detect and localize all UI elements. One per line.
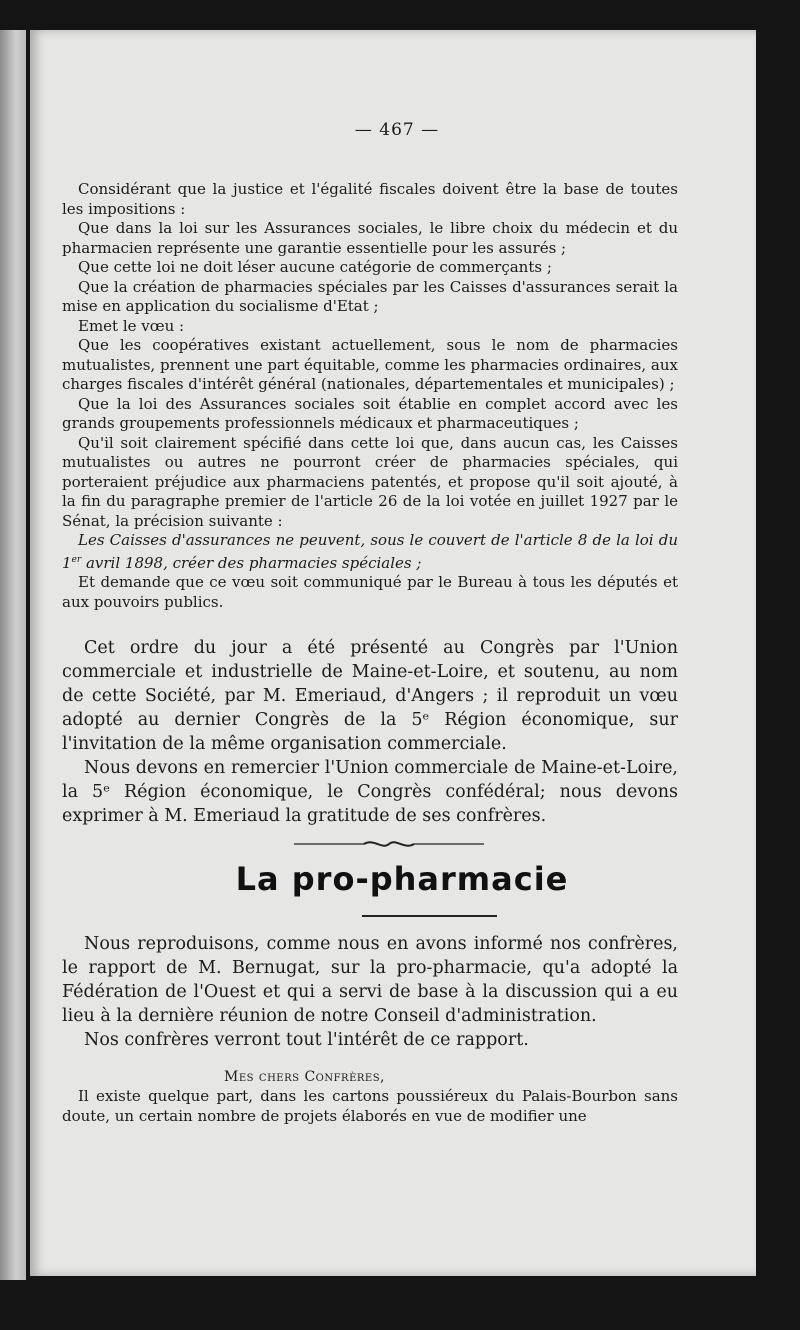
intro-text [62,932,678,1052]
page-number: — 467 — [354,120,440,140]
book-page [30,30,756,1276]
proposed-clause [62,531,678,573]
intro-paragraph: Nous reproduisons, comme nous en avons informé nos confrères, le rapport de M. Bernugat, sur la pro-pharmacie, qu'a adopté la Fédération de l'Ouest et qui a servi de base à la discussion qui a eu lieu à la dernière réunion de notre Conseil d'administration. [62,934,678,1026]
resolution-text [62,180,678,612]
commentary-paragraph: Nous devons en remercier l'Union commerciale de Maine-et-Loire, la 5ᵉ Région économique, le Congrès confédéral; nous devons exprimer à M. Emeriaud la gratitude de ses confrères. [62,758,678,826]
proposed-clause-part: Les Caisses d'assurances ne peuvent, sous le couvert de l'article 8 de la loi du 1 [62,531,678,572]
facing-page-edge [0,30,26,1280]
resolution-paragraph: Que dans la loi sur les Assurances sociales, le libre choix du médecin et du pharmacien représente une garantie essentielle pour les assurés ; [62,219,678,257]
ornament-divider [294,838,484,850]
title-underline [362,915,497,917]
resolution-paragraph: Qu'il soit clairement spécifié dans cette loi que, dans aucun cas, les Caisses mutualistes ou autres ne pourront créer de pharmacies spéciales, qui porteraient préjudice aux pharmaciens patentés, et propose qu'il soit ajouté, à la fin du paragraphe premier de l'article 26 de la loi votée en juillet 1927 par le Sénat, la précision suivante : [62,433,678,530]
resolution-paragraph: Que la création de pharmacies spéciales par les Caisses d'assurances serait la mise en application du socialisme d'Etat ; [62,277,678,315]
commentary-text [62,636,678,828]
intro-paragraph: Nos confrères verront tout l'intérêt de ce rapport. [84,1030,529,1050]
salutation-text: Mes chers Confrères, [224,1069,385,1085]
resolution-paragraph: Emet le vœu : [78,316,185,335]
resolution-paragraph: Que les coopératives existant actuellement, sous le nom de pharmacies mutualistes, prennent une part équitable, comme les pharmacies ordinaires, aux charges fiscales d'intérêt général (nationales, départementales et municipales) ; [62,336,678,393]
resolution-paragraph: Considérant que la justice et l'égalité fiscales doivent être la base de toutes les impositions : [62,180,678,218]
report-text [62,1087,678,1126]
commentary-paragraph: Cet ordre du jour a été présenté au Congrès par l'Union commerciale et industrielle de Maine-et-Loire, et soutenu, au nom de cette Société, par M. Emeriaud, d'Angers ; il reproduit un vœu adopté au dernier Congrès de la 5ᵉ Région économique, sur l'invitation de la même organisation commerciale. [62,638,678,754]
proposed-clause-part: avril 1898, créer des pharmacies spéciales ; [81,553,422,572]
ordinal-suffix: er [71,554,82,565]
resolution-paragraph: Que cette loi ne doit léser aucune catégorie de commerçants ; [78,258,552,276]
report-paragraph: Il existe quelque part, dans les cartons poussiéreux du Palais-Bourbon sans doute, un certain nombre de projets élaborés en vue de modifier une [62,1087,678,1125]
resolution-paragraph: Et demande que ce vœu soit communiqué par le Bureau à tous les députés et aux pouvoirs publics. [62,573,678,611]
section-title: La pro-pharmacie [235,860,569,898]
resolution-paragraph: Que la loi des Assurances sociales soit établie en complet accord avec les grands groupements professionnels médicaux et pharmaceutiques ; [62,394,678,432]
salutation [224,1069,385,1085]
